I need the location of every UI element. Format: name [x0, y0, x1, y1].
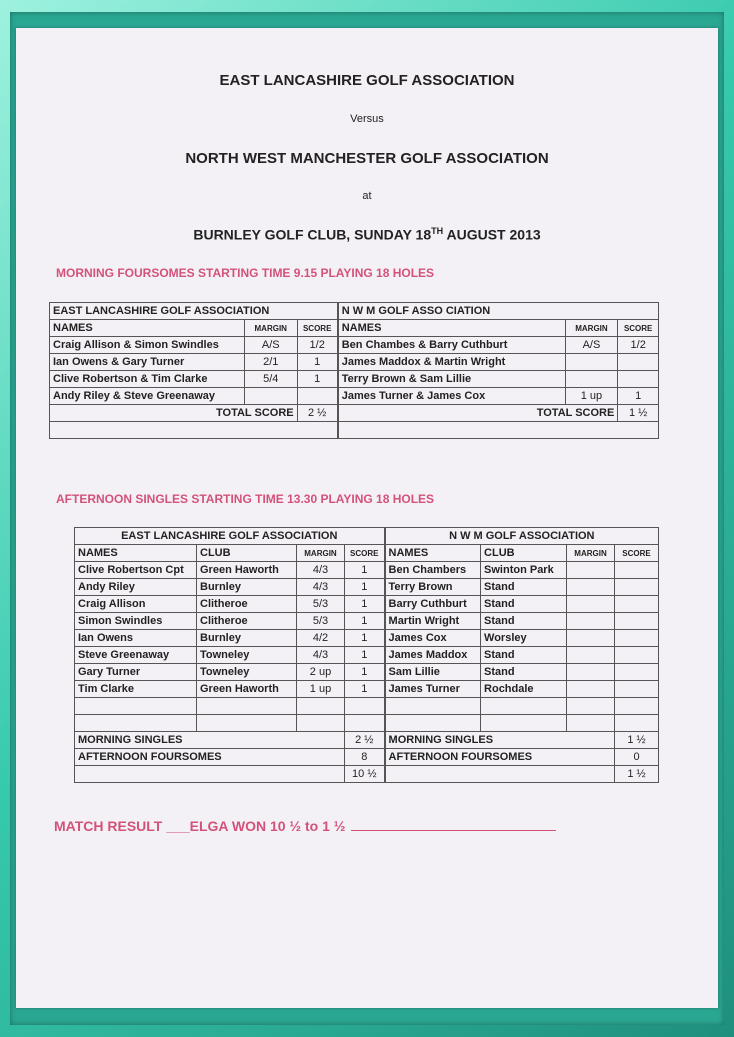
margin-cell: A/S	[244, 337, 297, 354]
player-pair: Andy Riley & Steve Greenaway	[50, 388, 245, 405]
total-score: 2 ½	[297, 405, 338, 422]
result-underline	[351, 830, 556, 831]
at-text: at	[362, 190, 372, 202]
player-pair: Clive Robertson & Tim Clarke	[50, 371, 245, 388]
team-header: EAST LANCASHIRE GOLF ASSOCIATION	[75, 528, 385, 545]
margin-cell	[565, 371, 618, 388]
club-cell: Rochdale	[481, 681, 567, 698]
score-cell: 1	[345, 562, 385, 579]
player-name: Simon Swindles	[75, 613, 197, 630]
player-name: Barry Cuthburt	[385, 596, 481, 613]
column-header: CLUB	[481, 545, 567, 562]
player-name: Clive Robertson Cpt	[75, 562, 197, 579]
table-row	[75, 528, 659, 545]
match-result-text: MATCH RESULT ___ELGA WON 10 ½ to 1 ½	[54, 818, 350, 834]
empty-cell	[345, 715, 385, 732]
player-name: Ben Chambers	[385, 562, 481, 579]
club-cell: Stand	[481, 647, 567, 664]
margin-cell: 5/3	[297, 596, 345, 613]
summary-score: 2 ½	[345, 732, 385, 749]
column-header: CLUB	[197, 545, 297, 562]
empty-cell	[75, 698, 197, 715]
venue-date-main: BURNLEY GOLF CLUB, SUNDAY 18	[193, 226, 432, 243]
score-cell: 1/2	[297, 337, 338, 354]
grand-total: 1 ½	[615, 766, 659, 783]
column-header: SCORE	[615, 545, 659, 562]
margin-cell	[567, 562, 615, 579]
club-cell: Green Haworth	[197, 681, 297, 698]
summary-score: 1 ½	[615, 732, 659, 749]
empty-cell	[567, 698, 615, 715]
empty-cell	[197, 698, 297, 715]
table-row	[75, 630, 659, 647]
margin-cell: 2 up	[297, 664, 345, 681]
column-header: MARGIN	[567, 545, 615, 562]
table-row	[50, 337, 659, 354]
summary-score: 0	[615, 749, 659, 766]
table-row	[75, 664, 659, 681]
margin-cell: 1 up	[297, 681, 345, 698]
player-name: James Maddox	[385, 647, 481, 664]
player-pair: Ian Owens & Gary Turner	[50, 354, 245, 371]
table-row	[50, 388, 659, 405]
empty-cell	[385, 766, 615, 783]
column-header: SCORE	[345, 545, 385, 562]
team-header: N W M GOLF ASSO CIATION	[338, 303, 659, 320]
club-cell: Burnley	[197, 579, 297, 596]
column-header: SCORE	[297, 320, 338, 337]
table-row	[75, 596, 659, 613]
margin-cell: 5/4	[244, 371, 297, 388]
score-cell	[615, 664, 659, 681]
table-row	[75, 613, 659, 630]
team-header: EAST LANCASHIRE GOLF ASSOCIATION	[50, 303, 338, 320]
club-cell: Green Haworth	[197, 562, 297, 579]
margin-cell: 1 up	[565, 388, 618, 405]
match-result	[54, 818, 556, 834]
score-cell	[615, 579, 659, 596]
empty-cell	[50, 422, 338, 439]
column-header: MARGIN	[297, 545, 345, 562]
player-pair: Terry Brown & Sam Lillie	[338, 371, 565, 388]
afternoon-heading: AFTERNOON SINGLES STARTING TIME 13.30 PLAYING 18 HOLES	[56, 492, 435, 506]
empty-cell	[615, 715, 659, 732]
player-name: Andy Riley	[75, 579, 197, 596]
table-row	[75, 715, 659, 732]
morning-heading: MORNING FOURSOMES STARTING TIME 9.15 PLAYING 18 HOLES	[56, 266, 435, 280]
away-association-title: NORTH WEST MANCHESTER GOLF ASSOCIATION	[185, 150, 549, 167]
table-row	[50, 405, 659, 422]
club-cell: Stand	[481, 596, 567, 613]
table-row	[75, 749, 659, 766]
empty-cell	[75, 715, 197, 732]
venue-date-rest: AUGUST 2013	[443, 226, 541, 243]
empty-cell	[338, 422, 659, 439]
club-cell: Burnley	[197, 630, 297, 647]
score-cell	[615, 681, 659, 698]
morning-foursomes-table	[49, 302, 659, 439]
club-cell: Stand	[481, 579, 567, 596]
empty-cell	[297, 715, 345, 732]
column-header: MARGIN	[244, 320, 297, 337]
margin-cell	[567, 647, 615, 664]
score-cell	[618, 371, 659, 388]
table-row	[50, 422, 659, 439]
score-cell: 1	[345, 613, 385, 630]
score-cell	[615, 647, 659, 664]
player-name: Tim Clarke	[75, 681, 197, 698]
empty-cell	[385, 698, 481, 715]
column-header: SCORE	[618, 320, 659, 337]
score-cell: 1	[345, 664, 385, 681]
score-cell	[615, 613, 659, 630]
afternoon-singles-table	[74, 527, 659, 783]
score-cell	[297, 388, 338, 405]
total-label: TOTAL SCORE	[50, 405, 298, 422]
player-pair: Craig Allison & Simon Swindles	[50, 337, 245, 354]
empty-cell	[385, 715, 481, 732]
margin-cell: 5/3	[297, 613, 345, 630]
club-cell: Clitheroe	[197, 613, 297, 630]
table-row	[50, 303, 659, 320]
table-row	[75, 766, 659, 783]
empty-cell	[297, 698, 345, 715]
empty-cell	[345, 698, 385, 715]
summary-label: MORNING SINGLES	[75, 732, 345, 749]
table-row	[50, 354, 659, 371]
table-row	[75, 562, 659, 579]
player-name: Craig Allison	[75, 596, 197, 613]
score-cell	[615, 596, 659, 613]
empty-cell	[75, 766, 345, 783]
club-cell: Worsley	[481, 630, 567, 647]
margin-cell: 4/3	[297, 579, 345, 596]
club-cell: Stand	[481, 664, 567, 681]
column-header: NAMES	[385, 545, 481, 562]
score-cell	[615, 630, 659, 647]
margin-cell: 2/1	[244, 354, 297, 371]
summary-label: MORNING SINGLES	[385, 732, 615, 749]
player-pair: James Maddox & Martin Wright	[338, 354, 565, 371]
table-row	[75, 545, 659, 562]
margin-cell	[567, 596, 615, 613]
margin-cell: 4/2	[297, 630, 345, 647]
margin-cell	[567, 630, 615, 647]
table-row	[75, 681, 659, 698]
margin-cell	[567, 613, 615, 630]
score-cell	[615, 562, 659, 579]
versus-text: Versus	[350, 113, 384, 125]
player-name: Steve Greenaway	[75, 647, 197, 664]
score-cell: 1	[345, 630, 385, 647]
club-cell: Clitheroe	[197, 596, 297, 613]
team-header: N W M GOLF ASSOCIATION	[385, 528, 659, 545]
table-row	[50, 320, 659, 337]
empty-cell	[567, 715, 615, 732]
results-sheet	[16, 28, 718, 1008]
empty-cell	[197, 715, 297, 732]
margin-cell: 4/3	[297, 562, 345, 579]
table-row	[75, 698, 659, 715]
player-name: James Turner	[385, 681, 481, 698]
player-pair: Ben Chambes & Barry Cuthburt	[338, 337, 565, 354]
club-cell: Stand	[481, 613, 567, 630]
margin-cell: A/S	[565, 337, 618, 354]
player-name: Terry Brown	[385, 579, 481, 596]
score-cell: 1	[345, 681, 385, 698]
score-cell: 1	[345, 579, 385, 596]
player-name: Sam Lillie	[385, 664, 481, 681]
margin-cell	[567, 664, 615, 681]
margin-cell	[567, 579, 615, 596]
margin-cell	[565, 354, 618, 371]
score-cell: 1	[297, 354, 338, 371]
club-cell: Towneley	[197, 664, 297, 681]
total-score: 1 ½	[618, 405, 659, 422]
empty-cell	[481, 715, 567, 732]
column-header: NAMES	[75, 545, 197, 562]
venue-date	[16, 226, 718, 243]
column-header: NAMES	[338, 320, 565, 337]
score-cell	[618, 354, 659, 371]
table-row	[75, 732, 659, 749]
home-association-title: EAST LANCASHIRE GOLF ASSOCIATION	[219, 72, 515, 89]
summary-score: 8	[345, 749, 385, 766]
column-header: MARGIN	[565, 320, 618, 337]
player-name: James Cox	[385, 630, 481, 647]
grand-total: 10 ½	[345, 766, 385, 783]
summary-label: AFTERNOON FOURSOMES	[75, 749, 345, 766]
score-cell: 1/2	[618, 337, 659, 354]
player-pair: James Turner & James Cox	[338, 388, 565, 405]
total-label: TOTAL SCORE	[338, 405, 618, 422]
score-cell: 1	[618, 388, 659, 405]
table-row	[75, 647, 659, 664]
player-name: Gary Turner	[75, 664, 197, 681]
empty-cell	[481, 698, 567, 715]
column-header: NAMES	[50, 320, 245, 337]
player-name: Ian Owens	[75, 630, 197, 647]
score-cell: 1	[345, 596, 385, 613]
table-row	[50, 371, 659, 388]
margin-cell: 4/3	[297, 647, 345, 664]
margin-cell	[244, 388, 297, 405]
score-cell: 1	[345, 647, 385, 664]
venue-date-ordinal: TH	[431, 226, 444, 236]
player-name: Martin Wright	[385, 613, 481, 630]
club-cell: Swinton Park	[481, 562, 567, 579]
club-cell: Towneley	[197, 647, 297, 664]
table-row	[75, 579, 659, 596]
score-cell: 1	[297, 371, 338, 388]
summary-label: AFTERNOON FOURSOMES	[385, 749, 615, 766]
empty-cell	[615, 698, 659, 715]
margin-cell	[567, 681, 615, 698]
